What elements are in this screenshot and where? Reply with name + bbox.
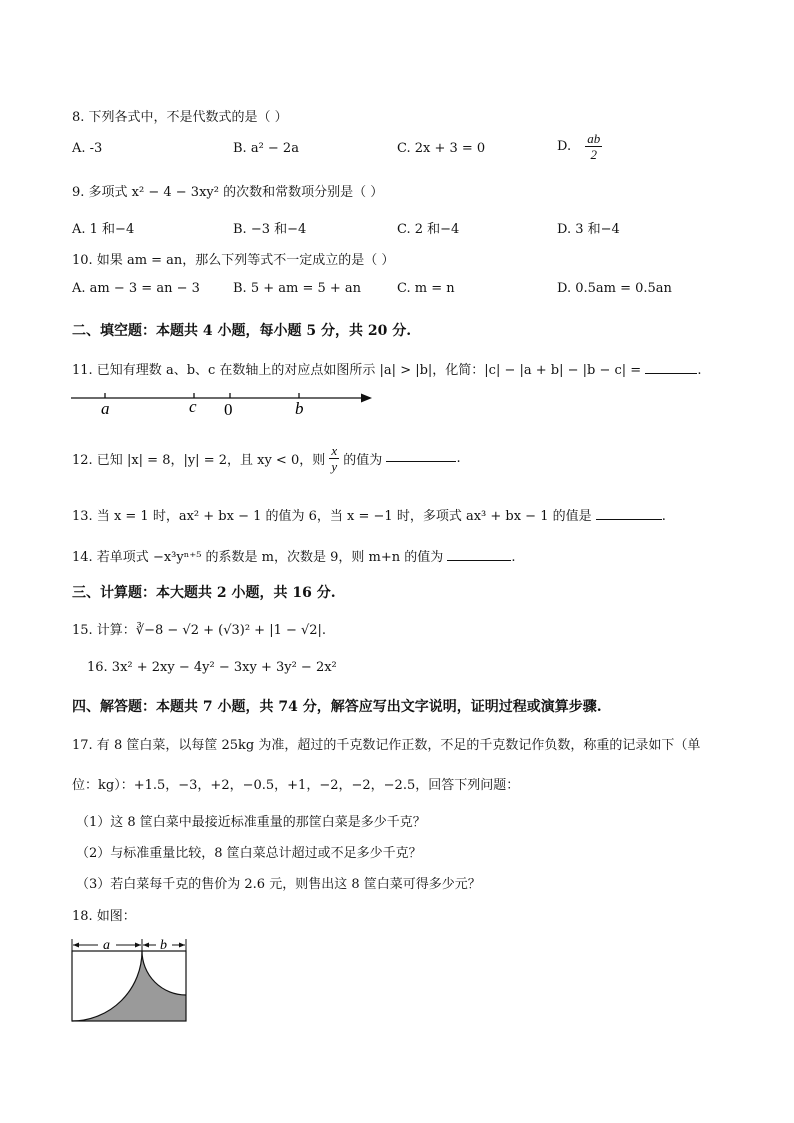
label-c: c — [189, 397, 197, 416]
answer-blank — [386, 461, 456, 462]
fraction-numerator: ab — [587, 131, 601, 146]
q8-option-c: C. 2x + 3 = 0 — [397, 141, 486, 156]
label-zero: 0 — [224, 400, 233, 419]
q8-option-d-label: D. — [557, 139, 572, 154]
question-18-stem: 18. 如图： — [72, 909, 136, 924]
question-15: 15. 计算：∛−8 − √2 + (√3)² + |1 − √2|. — [72, 623, 327, 638]
number-line — [68, 383, 378, 419]
arrowhead — [73, 943, 79, 948]
question-17-part-2: （2）与标准重量比较，8 筐白菜总计超过或不足多少千克？ — [76, 846, 422, 861]
q18-figure — [68, 935, 194, 1027]
arrowhead — [179, 943, 185, 948]
q12-text-1: 12. 已知 |x| = 8，|y| = 2，且 xy < 0，则 — [72, 453, 326, 468]
q10-option-d: D. 0.5am = 0.5an — [557, 281, 672, 296]
answer-blank — [645, 373, 697, 374]
q9-option-c: C. 2 和−4 — [397, 222, 460, 237]
q10-option-b: B. 5 + am = 5 + an — [233, 281, 362, 296]
shaded-region — [72, 951, 186, 1021]
question-17-part-3: （3）若白菜每千克的售价为 2.6 元，则售出这 8 筐白菜可得多少元？ — [76, 877, 481, 892]
q9-option-a: A. 1 和−4 — [72, 222, 135, 237]
question-8-stem: 8. 下列各式中，不是代数式的是（ ） — [72, 110, 288, 125]
question-17-part-1: （1）这 8 筐白菜中最接近标准重量的那筐白菜是多少千克？ — [76, 815, 426, 830]
question-13-stem — [72, 505, 666, 524]
q13-text: 13. 当 x = 1 时，ax² + bx − 1 的值为 6，当 x = −1 时，多项式 ax³ + bx − 1 的值是 — [72, 509, 592, 524]
label-a: a — [101, 399, 110, 418]
q13-end: . — [661, 509, 666, 524]
question-10-stem: 10. 如果 am = an，那么下列等式不一定成立的是（ ） — [72, 253, 395, 268]
answer-blank — [447, 560, 511, 561]
fraction-denominator: 2 — [590, 147, 597, 162]
q11-end: . — [697, 363, 702, 378]
section-3-heading: 三、计算题：本大题共 2 小题，共 16 分. — [72, 585, 336, 601]
label-b: b — [295, 399, 304, 418]
question-16: 16. 3x² + 2xy − 4y² − 3xy + 3y² − 2x² — [87, 660, 337, 675]
number-line-arrow — [361, 394, 372, 403]
arrowhead — [143, 943, 149, 948]
q9-option-d: D. 3 和−4 — [557, 222, 620, 237]
q12-end: . — [456, 451, 461, 466]
q8-option-b: B. a² − 2a — [233, 141, 299, 156]
q8-option-d — [557, 131, 602, 162]
fraction-denominator: y — [331, 459, 338, 474]
question-9-stem: 9. 多项式 x² − 4 − 3xy² 的次数和常数项分别是（ ） — [72, 185, 384, 200]
q8-option-a: A. -3 — [72, 141, 103, 156]
fraction-numerator: x — [331, 443, 338, 458]
q12-fraction — [329, 443, 339, 474]
label-a: a — [103, 938, 110, 953]
q9-option-b: B. −3 和−4 — [233, 222, 307, 237]
q10-option-a: A. am − 3 = an − 3 — [72, 281, 200, 296]
answer-blank — [596, 519, 662, 520]
label-b: b — [160, 938, 167, 953]
q11-text: 11. 已知有理数 a、b、c 在数轴上的对应点如图所示 |a| > |b|，化简：|c| − |a + b| − |b − c| = — [72, 363, 642, 378]
q12-text-2: 的值为 — [343, 453, 383, 468]
q10-option-c: C. m = n — [397, 281, 455, 296]
question-12-stem — [72, 443, 461, 474]
question-17-line-1: 17. 有 8 筐白菜，以每筐 25kg 为准，超过的千克数记作正数，不足的千克数记作负数，称重的记录如下（单 — [72, 738, 701, 753]
question-14-stem — [72, 546, 516, 565]
question-11-stem — [72, 359, 701, 378]
q14-end: . — [511, 550, 516, 565]
q14-text: 14. 若单项式 −x³yⁿ⁺⁵ 的系数是 m，次数是 9，则 m+n 的值为 — [72, 550, 444, 565]
q8-option-d-fraction — [585, 131, 602, 162]
section-2-heading: 二、填空题：本题共 4 小题，每小题 5 分，共 20 分. — [72, 323, 412, 339]
section-4-heading: 四、解答题：本题共 7 小题，共 74 分，解答应写出文字说明，证明过程或演算步骤. — [72, 699, 602, 715]
question-17-line-2: 位：kg）：+1.5，−3，+2，−0.5，+1，−2，−2，−2.5，回答下列问题： — [72, 778, 520, 793]
arrowhead — [135, 943, 141, 948]
